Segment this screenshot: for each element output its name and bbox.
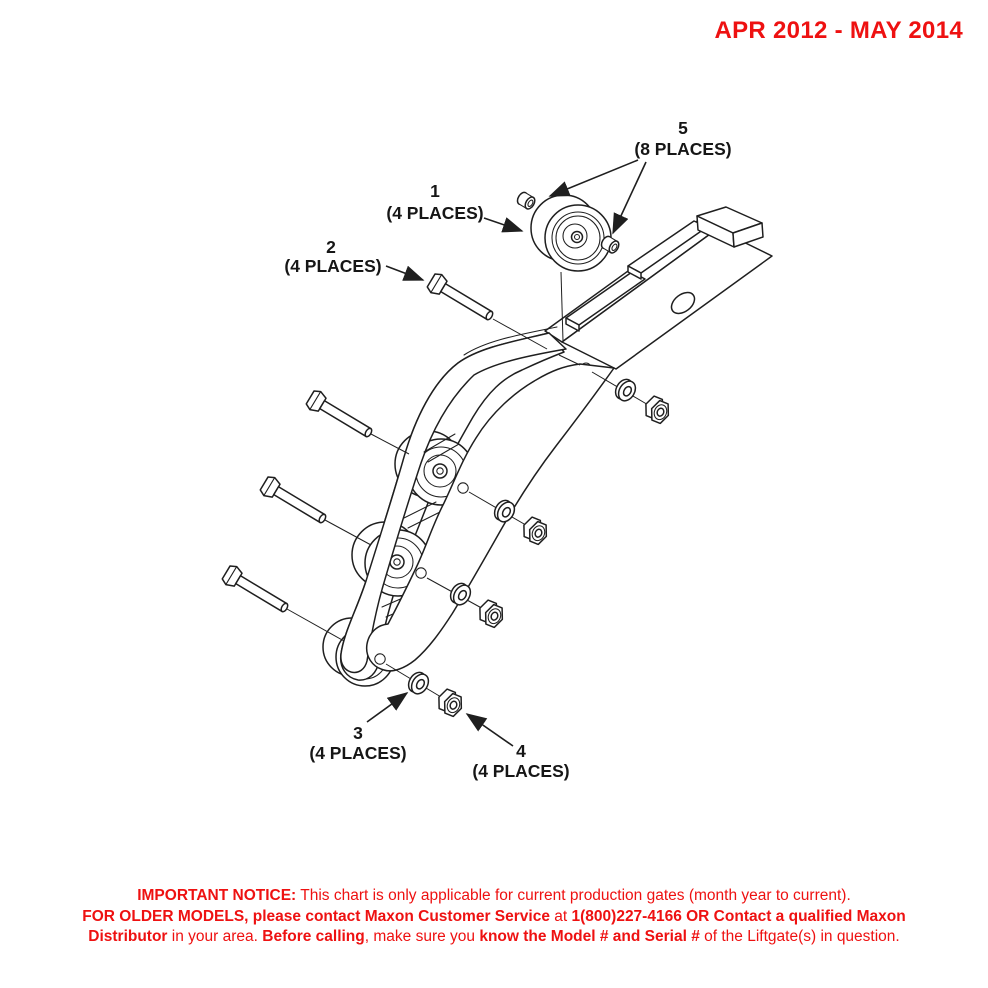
nut-d [434, 687, 466, 718]
callout-3-places: (4 PLACES) [309, 743, 407, 763]
notice-segment: IMPORTANT NOTICE: [137, 887, 297, 904]
callout-5-number: 5 [678, 118, 688, 138]
notice-segment: in your area. [167, 928, 263, 945]
notice-segment: know the Model # and Serial # [479, 928, 700, 945]
liftgate-arm [323, 327, 614, 686]
notice-segment: at [549, 907, 572, 925]
plate-hole [416, 568, 426, 578]
washer-a [612, 376, 639, 404]
notice-line-2 [0, 907, 988, 928]
notice-line-3 [0, 927, 988, 948]
callout-4-arrow [467, 714, 513, 746]
notice-line-1 [0, 886, 988, 907]
notice-segment: This chart is only applicable for current production gates (month year to current). [296, 887, 851, 904]
date-range-title: APR 2012 - MAY 2014 [714, 17, 963, 44]
bolt-a [426, 271, 497, 325]
callout-2-places: (4 PLACES) [284, 256, 382, 276]
callout-4-places: (4 PLACES) [472, 761, 570, 781]
notice-segment: FOR OLDER MODELS, please contact Maxon Customer Service [82, 907, 550, 925]
nut-a [641, 394, 673, 425]
notice-segment: of the Liftgate(s) in question. [699, 928, 900, 945]
callout-4-number: 4 [516, 741, 526, 761]
bolt-d [221, 563, 292, 617]
bolt-c [259, 474, 330, 528]
important-notice [0, 886, 988, 948]
notice-segment: 1(800)227-4166 OR Contact a qualified Maxon [571, 907, 906, 925]
plate-hole [375, 654, 385, 664]
washer-d [405, 669, 432, 697]
callout-1-arrow [484, 218, 522, 231]
notice-segment: Before calling [262, 928, 365, 945]
roller-exploded [531, 195, 611, 271]
bolt-b [305, 388, 376, 442]
callout-3-number: 3 [353, 723, 363, 743]
notice-segment: Distributor [88, 928, 168, 945]
bushing-left [516, 191, 537, 211]
plate-hole [458, 483, 468, 493]
callout-2-arrow [386, 266, 423, 280]
callout-5-places: (8 PLACES) [634, 139, 732, 159]
notice-segment: , make sure you [364, 928, 480, 945]
callout-5-arrow-left [550, 160, 638, 196]
nut-b [519, 515, 551, 546]
callout-3-arrow [367, 693, 407, 722]
nut-c [475, 598, 507, 629]
callout-5-arrow-right [613, 162, 646, 233]
callout-1-number: 1 [430, 181, 440, 201]
callout-2-number: 2 [326, 237, 336, 257]
callout-1-places: (4 PLACES) [386, 203, 484, 223]
